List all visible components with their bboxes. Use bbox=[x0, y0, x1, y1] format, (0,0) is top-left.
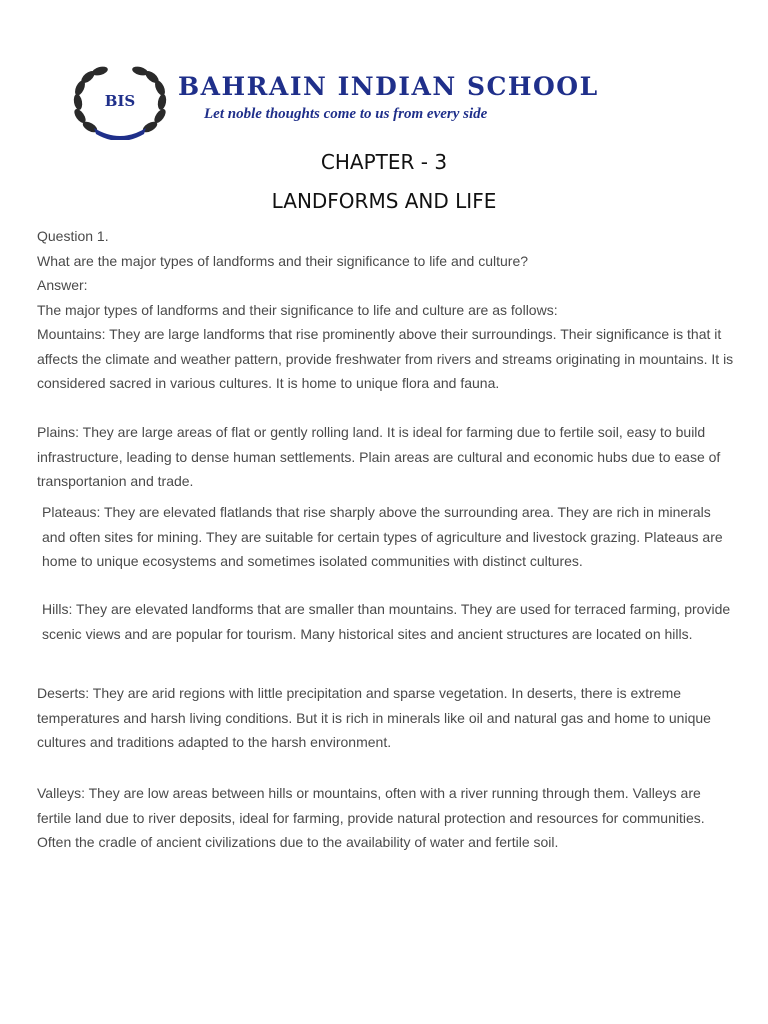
hills-paragraph: Hills: They are elevated landforms that are smaller than mountains. They are used for terraced farming, provide scenic views and are popular for tourism. Many historical sites and ancient structures are located on hills. bbox=[42, 601, 731, 642]
chapter-number: CHAPTER - 3 bbox=[320, 150, 448, 174]
answer-label: Answer: bbox=[37, 277, 88, 293]
school-name: BAHRAIN INDIAN SCHOOL bbox=[178, 72, 599, 101]
school-motto: Let noble thoughts come to us from every side bbox=[204, 106, 488, 122]
qa-block bbox=[37, 224, 737, 396]
valleys-paragraph: Valleys: They are low areas between hills or mountains, often with a river running through them. Valleys are fertile land due to river deposits, ideal for farming, provide natural protection and resources for communities. Often the cradle of ancient civilizations due to the availability of water and fertile soil. bbox=[37, 785, 705, 850]
school-header bbox=[64, 58, 704, 142]
svg-text:BIS: BIS bbox=[104, 92, 136, 110]
school-emblem-logo bbox=[64, 64, 176, 140]
mountains-paragraph: Mountains: They are large landforms that rise prominently above their surroundings. Their significance is that it affects the climate and weather pattern, provide freshwater from rivers and streams originating in mountains. It is considered sacred in various cultures. It is home to unique flora and fauna. bbox=[37, 326, 734, 391]
question-label: Question 1. bbox=[37, 228, 109, 244]
plains-paragraph: Plains: They are large areas of flat or gently rolling land. It is ideal for farming due to fertile soil, easy to build infrastructure, leading to dense human settlements. Plain areas are cultural and economic hubs due to ease of transportanion and trade. bbox=[37, 424, 721, 489]
deserts-paragraph: Deserts: They are arid regions with little precipitation and sparse vegetation. In deserts, there is extreme temperatures and harsh living conditions. But it is rich in minerals like oil and natural gas and home to unique cultures and traditions adapted to the harsh environment. bbox=[37, 685, 711, 750]
answer-intro: The major types of landforms and their significance to life and culture are as follows: bbox=[37, 301, 558, 318]
question-text: What are the major types of landforms and their significance to life and culture? bbox=[37, 252, 529, 269]
plateaus-paragraph: Plateaus: They are elevated flatlands that rise sharply above the surrounding area. They are rich in minerals and often sites for mining. They are suitable for certain types of agriculture and livestock grazing. Plateaus are home to unique ecosystems and sometimes isolated communities with distinct cultures. bbox=[42, 504, 723, 569]
chapter-title: LANDFORMS AND LIFE bbox=[271, 189, 497, 213]
